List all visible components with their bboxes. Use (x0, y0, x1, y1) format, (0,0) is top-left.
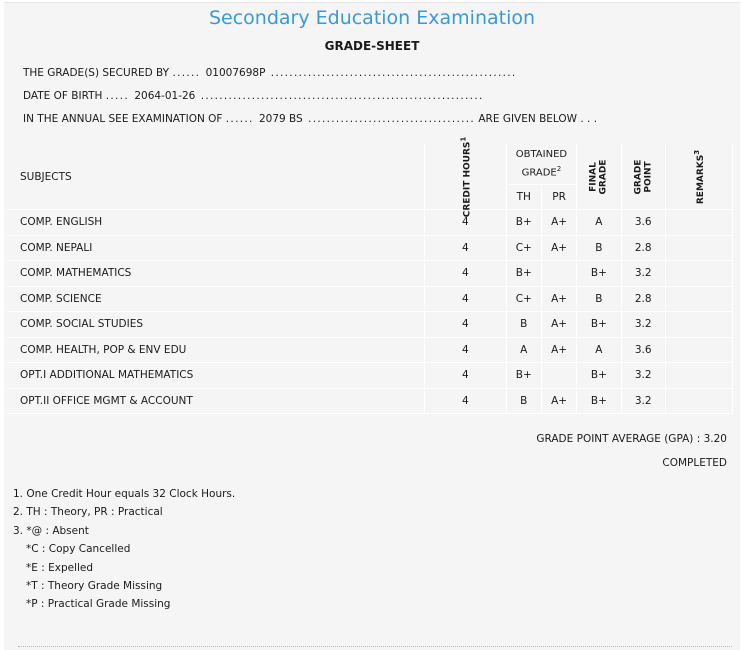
footnote-sub: *C : Copy Cancelled (26, 543, 131, 556)
col-final-header: FINAL GRADE (577, 144, 621, 210)
table-row (7, 286, 733, 312)
gpa-value: 3.20 (703, 433, 727, 445)
footnote: 3. *@ : Absent (13, 524, 89, 537)
secured-by-line: THE GRADE(S) SECURED BY ...... 01007698P ..................................................... (23, 67, 517, 79)
col-pr-header: PR (541, 185, 576, 210)
subject-cell: COMP. ENGLISH (7, 210, 425, 236)
footnotes (13, 485, 235, 614)
credit-cell: 4 (425, 235, 507, 261)
pr-grade-cell (541, 363, 576, 389)
subject-cell: COMP. MATHEMATICS (7, 261, 425, 287)
remarks-cell (665, 388, 732, 414)
grades-table (7, 136, 733, 414)
grade-point-cell: 3.6 (621, 337, 665, 363)
footnote: 2. TH : Theory, PR : Practical (13, 506, 163, 519)
subject-cell: OPT.II OFFICE MGMT & ACCOUNT (7, 388, 425, 414)
credit-cell: 4 (425, 286, 507, 312)
grade-point-cell: 3.2 (621, 363, 665, 389)
grade-sheet (4, 2, 740, 650)
table-row (7, 210, 733, 236)
exam-label: IN THE ANNUAL SEE EXAMINATION OF (23, 113, 223, 125)
table-row (7, 363, 733, 389)
pr-grade-cell: A+ (541, 312, 576, 338)
subject-cell: COMP. HEALTH, POP & ENV EDU (7, 337, 425, 363)
col-obtained-header: OBTAINED GRADE$^2$ (506, 144, 577, 185)
th-grade-cell: B (506, 312, 541, 338)
grade-point-cell: 3.2 (621, 388, 665, 414)
remarks-cell (665, 337, 732, 363)
final-grade-cell: B+ (577, 261, 621, 287)
pr-grade-cell: A+ (541, 388, 576, 414)
gpa-label: GRADE POINT AVERAGE (GPA) : (536, 433, 701, 445)
given-below-text: ARE GIVEN BELOW . . . (478, 113, 598, 125)
col-subjects-header: SUBJECTS (7, 144, 425, 210)
final-grade-cell: B+ (577, 312, 621, 338)
page-title: Secondary Education Examination (208, 7, 536, 29)
th-grade-cell: B+ (506, 363, 541, 389)
table-row (7, 235, 733, 261)
dob-value: 2064-01-26 (134, 90, 196, 102)
footnote-sub: *P : Practical Grade Missing (26, 598, 171, 611)
pr-grade-cell: A+ (541, 286, 576, 312)
grade-point-cell: 2.8 (621, 235, 665, 261)
grade-point-cell: 3.2 (621, 261, 665, 287)
th-grade-cell: B+ (506, 261, 541, 287)
footnote-sub: *E : Expelled (26, 561, 94, 574)
subject-cell: COMP. SCIENCE (7, 286, 425, 312)
table-row (7, 337, 733, 363)
final-grade-cell: B (577, 235, 621, 261)
table-header-row (7, 144, 733, 185)
pr-grade-cell: A+ (541, 210, 576, 236)
pr-grade-cell: A+ (541, 235, 576, 261)
footnote: 1. One Credit Hour equals 32 Clock Hours. (13, 488, 236, 500)
symbol-number: 01007698P (205, 67, 266, 79)
table-row (7, 261, 733, 287)
th-grade-cell: C+ (506, 235, 541, 261)
credit-cell: 4 (425, 312, 507, 338)
subject-cell: OPT.I ADDITIONAL MATHEMATICS (7, 363, 425, 389)
col-remarks-header: REMARKS$^3$ (665, 144, 732, 210)
remarks-cell (665, 286, 732, 312)
credit-cell: 4 (425, 388, 507, 414)
gpa-line (536, 433, 727, 445)
pr-grade-cell: A+ (541, 337, 576, 363)
th-grade-cell: C+ (506, 286, 541, 312)
exam-line: IN THE ANNUAL SEE EXAMINATION OF ...... 2079 BS .................................... ARE GIVEN BELOW . . . (23, 113, 598, 125)
final-grade-cell: B (577, 286, 621, 312)
col-th-header: TH (506, 185, 541, 210)
th-grade-cell: B (506, 388, 541, 414)
grade-point-cell: 3.6 (621, 210, 665, 236)
col-gp-header: GRADE POINT (621, 144, 665, 210)
credit-cell: 4 (425, 363, 507, 389)
final-grade-cell: B+ (577, 388, 621, 414)
sheet-subtitle: GRADE-SHEET (324, 39, 420, 53)
bottom-divider (18, 646, 732, 647)
secured-by-label: THE GRADE(S) SECURED BY (23, 67, 170, 79)
grade-point-cell: 3.2 (621, 312, 665, 338)
dob-line: DATE OF BIRTH ..... 2064-01-26 ............................................................. (23, 90, 484, 102)
pr-grade-cell (541, 261, 576, 287)
final-grade-cell: B+ (577, 363, 621, 389)
status-text: COMPLETED (662, 457, 727, 469)
th-grade-cell: A (506, 337, 541, 363)
credit-cell: 4 (425, 337, 507, 363)
remarks-cell (665, 312, 732, 338)
credit-cell: 4 (425, 210, 507, 236)
remarks-cell (665, 210, 732, 236)
subject-cell: COMP. SOCIAL STUDIES (7, 312, 425, 338)
final-grade-cell: A (577, 210, 621, 236)
dob-label: DATE OF BIRTH (23, 90, 103, 102)
footnote-sub: *T : Theory Grade Missing (26, 580, 163, 593)
subject-cell: COMP. NEPALI (7, 235, 425, 261)
remarks-cell (665, 261, 732, 287)
credit-cell: 4 (425, 261, 507, 287)
col-credit-header: CREDIT HOURS$^1$ (425, 144, 507, 210)
table-row (7, 312, 733, 338)
grade-point-cell: 2.8 (621, 286, 665, 312)
th-grade-cell: B+ (506, 210, 541, 236)
remarks-cell (665, 235, 732, 261)
remarks-cell (665, 363, 732, 389)
final-grade-cell: A (577, 337, 621, 363)
table-row (7, 388, 733, 414)
exam-year: 2079 BS (258, 113, 303, 125)
